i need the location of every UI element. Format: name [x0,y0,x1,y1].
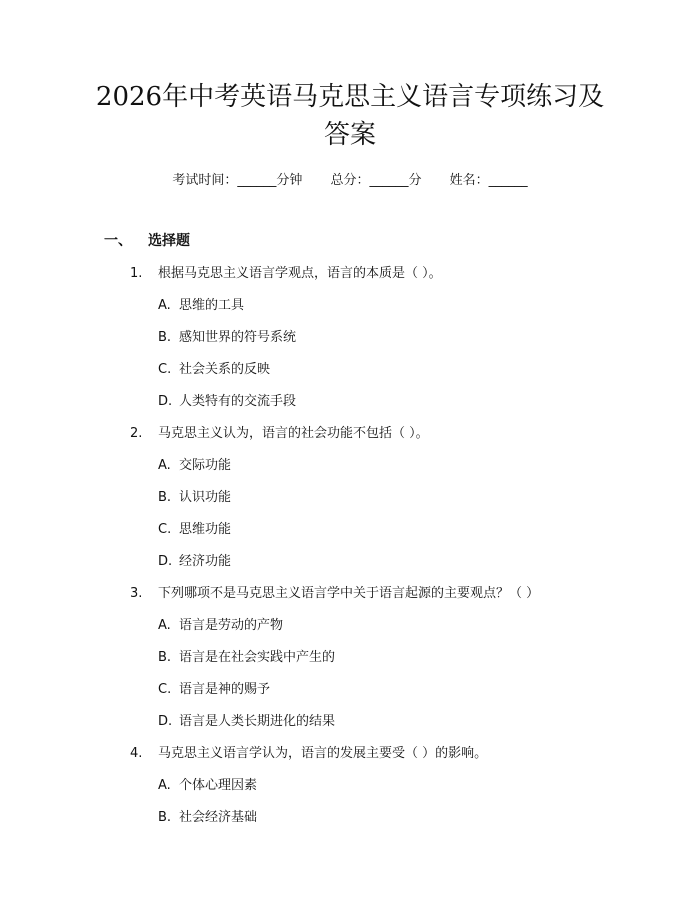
option-text: 语言是神的赐予 [179,682,271,697]
question-number: 3. [130,586,143,601]
option-text: 社会关系的反映 [179,362,271,377]
question-text: 根据马克思主义语言学观点，语言的本质是（ ）。 [158,266,442,281]
section-title: 选择题 [148,233,190,249]
option-3d [158,710,335,729]
question-3 [130,582,539,601]
option-text: 认识功能 [179,490,232,505]
exam-meta [0,169,700,188]
option-2a [158,454,231,473]
exam-score: 总分：______分 [330,173,422,188]
option-letter: D. [158,394,173,409]
option-text: 社会经济基础 [179,810,258,825]
option-letter: B. [158,650,172,665]
option-letter: B. [158,490,172,505]
option-letter: A. [158,618,171,633]
option-1d [158,390,296,409]
question-4 [130,742,487,761]
question-text: 下列哪项不是马克思主义语言学中关于语言起源的主要观点？（ ） [158,586,540,601]
title-line-1: 2026年中考英语马克思主义语言专项练习及 [95,82,605,112]
question-text: 马克思主义认为，语言的社会功能不包括（ ）。 [158,426,429,441]
option-4a [158,774,257,793]
title-line-2: 答案 [323,120,376,150]
option-text: 思维功能 [179,522,232,537]
option-letter: B. [158,330,172,345]
page-title [60,78,640,154]
option-letter: A. [158,298,171,313]
option-text: 感知世界的符号系统 [179,330,297,345]
exam-time: 考试时间：______分钟 [172,173,303,188]
option-letter: C. [158,362,172,377]
question-1 [130,262,442,281]
option-text: 交际功能 [179,458,232,473]
option-text: 语言是劳动的产物 [179,618,284,633]
option-3c [158,678,270,697]
option-3a [158,614,283,633]
option-text: 语言是在社会实践中产生的 [179,650,336,665]
option-text: 人类特有的交流手段 [179,394,297,409]
option-letter: C. [158,522,172,537]
option-4b [158,806,257,825]
section-number: 一、 [104,233,132,249]
option-letter: C. [158,682,172,697]
option-text: 思维的工具 [179,298,245,313]
option-letter: B. [158,810,172,825]
option-text: 语言是人类长期进化的结果 [179,714,336,729]
question-number: 4. [130,746,143,761]
option-2c [158,518,231,537]
option-1b [158,326,296,345]
option-text: 经济功能 [179,554,232,569]
question-text: 马克思主义语言学认为，语言的发展主要受（ ）的影响。 [158,746,488,761]
option-letter: A. [158,778,171,793]
section-heading [104,230,190,250]
question-number: 2. [130,426,143,441]
option-3b [158,646,335,665]
option-2b [158,486,231,505]
option-letter: A. [158,458,171,473]
question-2 [130,422,429,441]
option-1c [158,358,270,377]
exam-name: 姓名：______ [449,173,528,188]
option-1a [158,294,244,313]
option-letter: D. [158,714,173,729]
option-text: 个体心理因素 [179,778,258,793]
question-number: 1. [130,266,143,281]
option-letter: D. [158,554,173,569]
option-2d [158,550,231,569]
